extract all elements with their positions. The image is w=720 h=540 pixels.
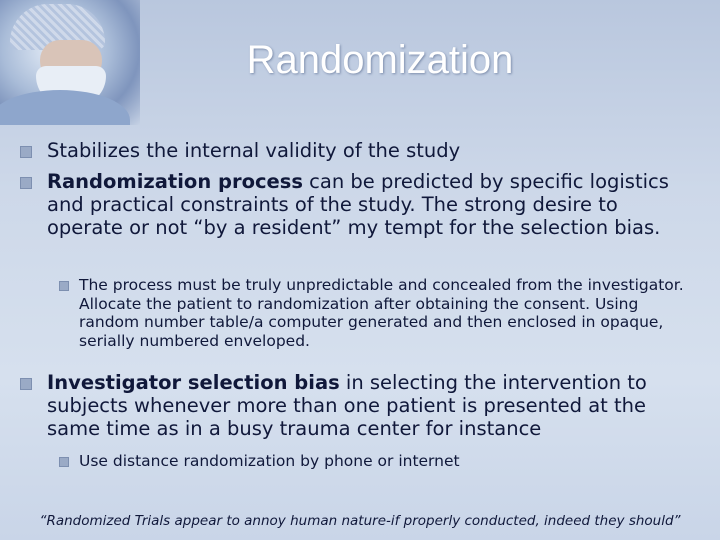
- bullet-square-icon: [59, 281, 69, 291]
- bullet-item: [47, 139, 697, 162]
- bullet-item: [47, 170, 677, 239]
- footer-quote: “Randomized Trials appear to annoy human nature-if properly conducted, indeed they should”: [39, 513, 681, 529]
- bullet-square-icon: [20, 378, 32, 390]
- slide-title: Randomization: [246, 38, 514, 82]
- surgical-gown: [0, 90, 130, 125]
- bullet-text: can be predicted by specific logistics and practical constraints of the study. The strong desire to operate or not “by a resident” my tempt for the selection bias.: [47, 170, 669, 239]
- sub-bullet-text: Use distance randomization by phone or internet: [79, 452, 460, 470]
- bullet-text: Stabilizes the internal validity of the study: [47, 139, 461, 162]
- sub-bullet-text: The process must be truly unpredictable and concealed from the investigator. Allocate the patient to randomization after obtaining the consent. Using random number table/a computer generated and then enclosed in opaque, serially numbered enveloped.: [79, 276, 684, 350]
- surgeon-photo: [0, 0, 140, 125]
- sub-bullet-item: [79, 452, 699, 471]
- bullet-bold-text: Investigator selection bias: [47, 371, 340, 394]
- bullet-text: in selecting the intervention to subjects whenever more than one patient is presented at the same time as in a busy trauma center for instance: [47, 371, 647, 440]
- bullet-bold-text: Randomization process: [47, 170, 303, 193]
- bullet-square-icon: [20, 177, 32, 189]
- bullet-square-icon: [59, 457, 69, 467]
- sub-bullet-item: [79, 276, 699, 350]
- bullet-item: [47, 371, 697, 440]
- bullet-square-icon: [20, 146, 32, 158]
